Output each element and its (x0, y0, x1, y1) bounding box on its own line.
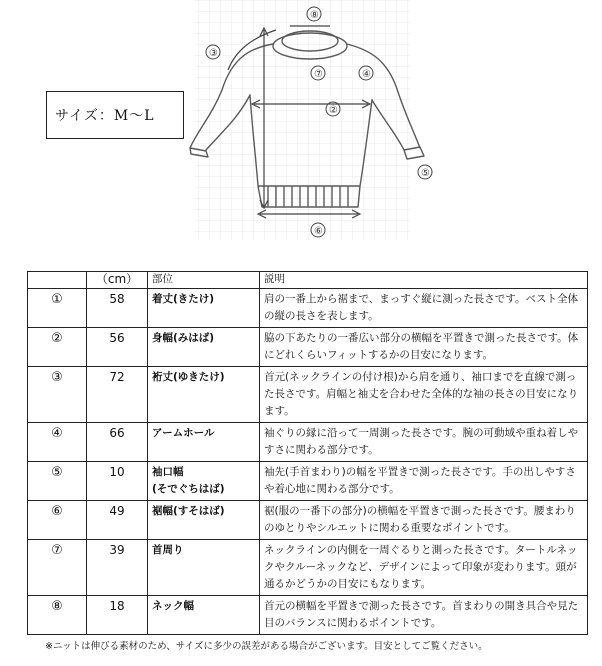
sketch-mark-5: ⑤ (421, 168, 430, 179)
row-description: 袖ぐりの縁に沿って一周測った長さです。腕の可動域や重ね着しやすさに関わる部分です。 (260, 423, 588, 462)
row-value: 10 (87, 462, 148, 501)
table-row (28, 462, 588, 501)
row-description: 首元の横幅を平置きで測った長さです。首まわりの開き具合や見た目のバランスに関わるポイントです。 (260, 596, 588, 635)
row-value: 58 (87, 289, 148, 328)
header-description: 説明 (260, 272, 588, 289)
row-index: ⑤ (28, 462, 87, 501)
row-value: 49 (87, 501, 148, 540)
footnote: ※ニットは伸びる素材のため、サイズに多少の誤差がある場合がございます。目安としてご覧ください。 (45, 641, 488, 652)
sketch-mark-2: ② (329, 105, 338, 116)
row-description: ネックラインの内側を一周ぐるりと測った長さです。タートルネックやクルーネックなど、デザインによって印象が変わります。頭が通るかどうかの目安にもなります。 (260, 540, 588, 596)
row-part: ネック幅 (148, 596, 260, 635)
row-part: 袖口幅 (そでぐちはば) (148, 462, 260, 501)
row-index: ⑦ (28, 540, 87, 596)
sketch-mark-8: ⑧ (310, 10, 319, 21)
table-row (28, 501, 588, 540)
header-part: 部位 (148, 272, 260, 289)
row-part: 裾幅(すそはば) (148, 501, 260, 540)
row-part: 裄丈(ゆきたけ) (148, 367, 260, 423)
row-description: 袖先(手首まわり)の幅を平置きで測った長さです。手の出しやすさや着心地に関わる部分です。 (260, 462, 588, 501)
table-row (28, 328, 588, 367)
row-index: ① (28, 289, 87, 328)
row-value: 66 (87, 423, 148, 462)
header-index (28, 272, 87, 289)
sketch-mark-6: ⑥ (314, 226, 323, 237)
row-index: ② (28, 328, 87, 367)
row-value: 39 (87, 540, 148, 596)
header-unit: （cm） (87, 272, 148, 289)
row-description: 肩の一番上から裾まで、まっすぐ縦に測った長さです。ベスト全体の縦の長さを表します。 (260, 289, 588, 328)
row-part: 身幅(みはば) (148, 328, 260, 367)
size-label: サイズ：M～L (46, 91, 184, 139)
row-value: 72 (87, 367, 148, 423)
row-value: 18 (87, 596, 148, 635)
row-index: ⑧ (28, 596, 87, 635)
row-description: 首元(ネックラインの付け根)から肩を通り、袖口までを直線で測った長さです。肩幅と袖丈を合わせた全体的な袖の長さの目安になります。 (260, 367, 588, 423)
sketch-mark-3: ③ (209, 48, 218, 59)
table-header-row (28, 272, 588, 289)
row-value: 56 (87, 328, 148, 367)
row-part: アームホール (148, 423, 260, 462)
row-index: ③ (28, 367, 87, 423)
sweater-sketch (0, 0, 602, 262)
row-part: 首周り (148, 540, 260, 596)
row-part: 着丈(きたけ) (148, 289, 260, 328)
row-description: 裾(服の一番下の部分)の横幅を平置きで測った長さです。腰まわりのゆとりやシルエットに関わる重要なポイントです。 (260, 501, 588, 540)
graph-paper (195, 0, 410, 240)
table-row (28, 540, 588, 596)
row-index: ⑥ (28, 501, 87, 540)
table-row (28, 289, 588, 328)
table-row (28, 423, 588, 462)
row-description: 脇の下あたりの一番広い部分の横幅を平置きで測った長さです。体にどれくらいフィットするかの目安になります。 (260, 328, 588, 367)
sketch-mark-4: ④ (362, 69, 371, 80)
table-row (28, 367, 588, 423)
row-index: ④ (28, 423, 87, 462)
table-row (28, 596, 588, 635)
size-table (27, 271, 588, 635)
sketch-mark-7: ⑦ (314, 69, 323, 80)
